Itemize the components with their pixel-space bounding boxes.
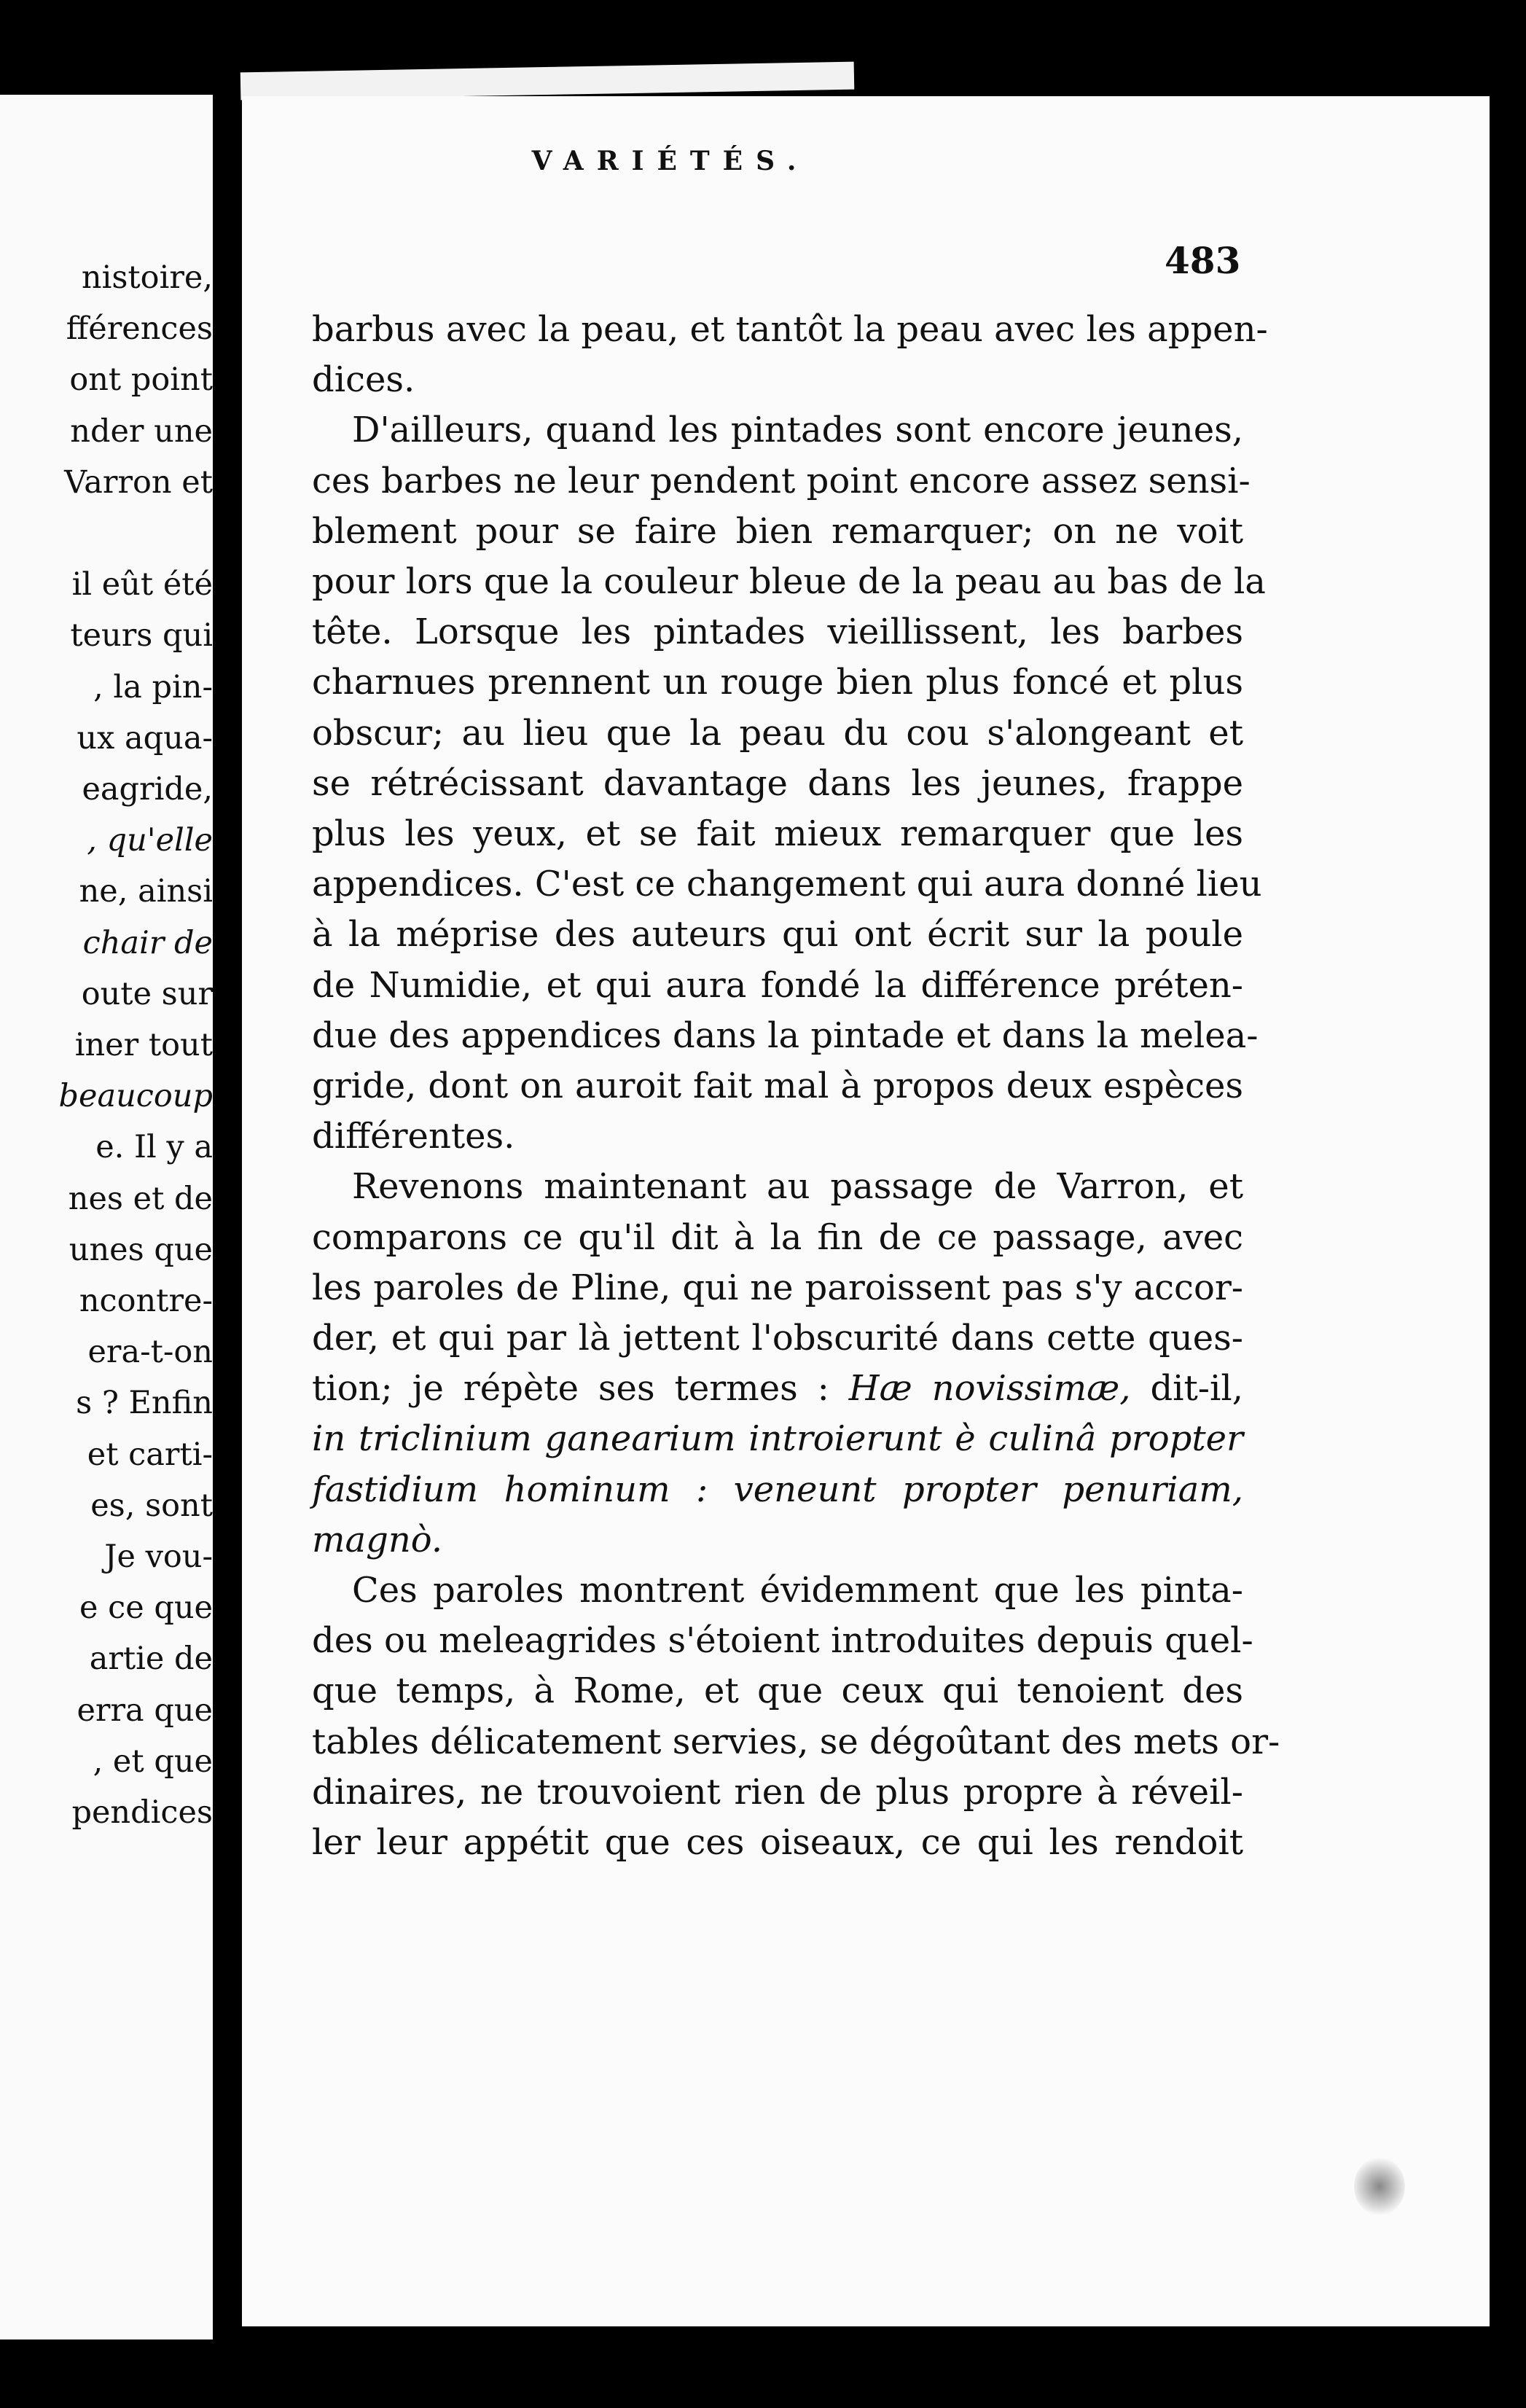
facing-page-fragment: [0, 95, 213, 2339]
facing-page-line: s ? Enfin: [76, 1385, 213, 1422]
text-line: à la méprise des auteurs qui ont écrit sur la poule: [312, 914, 1243, 955]
text-line: ces barbes ne leur pendent point encore assez sensi-: [312, 460, 1251, 501]
text-line: blement pour se faire bien remarquer; on ne voit: [312, 510, 1243, 552]
text-line: due des appendices dans la pintade et dans la melea-: [312, 1015, 1259, 1056]
facing-page-line: fférences: [66, 310, 213, 348]
facing-page-line: , la pin-: [93, 668, 213, 705]
facing-page-line: artie de: [89, 1641, 213, 1678]
facing-page-line: ne, ainsi: [79, 873, 213, 910]
text-line: Revenons maintenant au passage de Varron, et: [352, 1166, 1243, 1208]
facing-page-line: il eût été: [71, 566, 213, 603]
facing-page-line: erra que: [77, 1692, 213, 1729]
text-line: Ces paroles montrent évidemment que les pinta-: [352, 1570, 1243, 1611]
facing-page-line: nder une: [70, 413, 213, 450]
text-line: D'ailleurs, quand les pintades sont encore jeunes,: [352, 410, 1243, 451]
paper-stain: [1354, 2157, 1405, 2216]
facing-page-line: ux aqua-: [77, 719, 213, 757]
facing-page-line: iner tout: [74, 1027, 213, 1063]
facing-page-line: ont point: [69, 361, 213, 399]
text-line: dices.: [312, 359, 415, 401]
facing-page-line: es, sont: [90, 1487, 213, 1524]
facing-page-line: ncontre-: [79, 1283, 213, 1319]
text-line: magnò.: [312, 1519, 443, 1560]
facing-page-line: chair de: [82, 924, 213, 961]
text-line: les paroles de Pline, qui ne paroissent pas s'y accor-: [312, 1267, 1243, 1308]
facing-page-line: oute sur: [81, 975, 213, 1012]
facing-page-line: pendices: [71, 1794, 213, 1831]
facing-page-line: teurs qui: [70, 617, 213, 654]
text-line: fastidium hominum : veneunt propter penuriam,: [312, 1469, 1243, 1510]
text-line: appendices. C'est ce changement qui aura donné lieu: [312, 864, 1262, 905]
text-line: de Numidie, et qui aura fondé la différence préten-: [312, 964, 1243, 1006]
text-line: charnues prennent un rouge bien plus foncé et plus: [312, 662, 1243, 703]
facing-page-line: unes que: [69, 1231, 213, 1268]
text-line: gride, dont on auroit fait mal à propos deux espèces: [312, 1066, 1243, 1106]
running-head: VARIÉTÉS.: [531, 146, 810, 176]
text-segment: dit-il,: [1130, 1368, 1243, 1410]
facing-page-line: beaucoup: [58, 1078, 213, 1115]
text-line: tables délicatement servies, se dégoûtant des mets or-: [312, 1721, 1280, 1762]
text-line: dinaires, ne trouvoient rien de plus propre à réveil-: [312, 1771, 1243, 1813]
facing-page-line: , et que: [93, 1743, 213, 1780]
facing-page-line: Varron et: [64, 464, 213, 501]
text-line: [312, 1368, 1243, 1410]
facing-page-line: nes et de: [68, 1180, 213, 1217]
text-line: obscur; au lieu que la peau du cou s'alongeant et: [312, 712, 1243, 754]
text-line: différentes.: [312, 1116, 515, 1157]
text-line: in triclinium ganearium introierunt è culinâ propter: [312, 1418, 1243, 1460]
text-line: des ou meleagrides s'étoient introduites depuis quel-: [312, 1620, 1253, 1662]
facing-page-line: e. Il y a: [95, 1129, 213, 1166]
facing-page-line: e ce que: [79, 1590, 213, 1627]
facing-page-line: nistoire,: [81, 259, 213, 296]
paper-edge: [240, 62, 855, 101]
text-line: barbus avec la peau, et tantôt la peau avec les appen-: [312, 309, 1268, 350]
text-line: tête. Lorsque les pintades vieillissent, les barbes: [312, 611, 1243, 653]
latin-quote: Hæ novissimæ,: [848, 1368, 1131, 1410]
facing-page-line: et carti-: [87, 1436, 213, 1473]
text-line: que temps, à Rome, et que ceux qui tenoient des: [312, 1670, 1243, 1712]
facing-page-line: Je vou-: [104, 1539, 213, 1575]
text-line: der, et qui par là jettent l'obscurité dans cette ques-: [312, 1318, 1243, 1359]
facing-page-line: eagride,: [82, 771, 213, 808]
text-line: plus les yeux, et se fait mieux remarquer que les: [312, 813, 1243, 854]
text-line: pour lors que la couleur bleue de la peau au bas de la: [312, 561, 1266, 602]
text-segment: tion; je répète ses termes :: [312, 1368, 849, 1410]
text-line: comparons ce qu'il dit à la fin de ce passage, avec: [312, 1216, 1243, 1258]
facing-page-line: era-t-on: [87, 1334, 213, 1371]
text-line: ler leur appétit que ces oiseaux, ce qui les rendoit: [312, 1822, 1243, 1863]
page-number: 483: [1165, 239, 1241, 282]
text-line: se rétrécissant davantage dans les jeunes, frappe: [312, 762, 1243, 804]
facing-page-line: , qu'elle: [87, 822, 213, 859]
